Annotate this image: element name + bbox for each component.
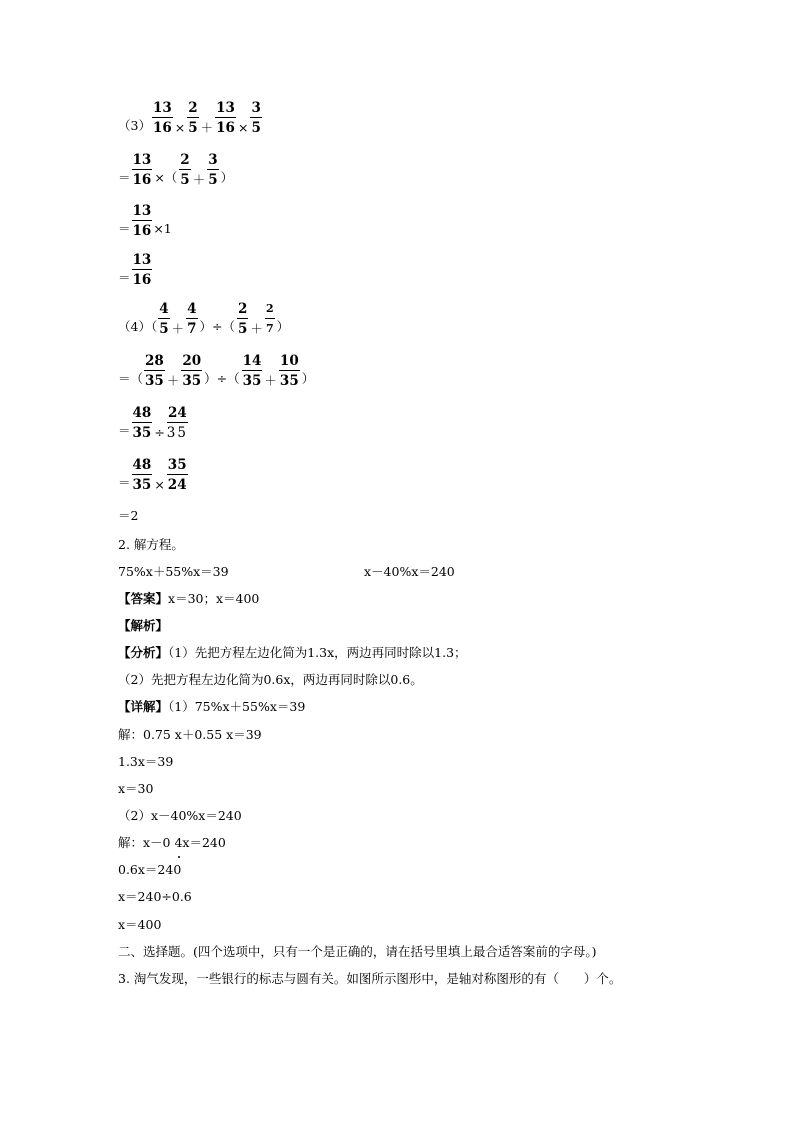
plus-sign: ＋ <box>171 321 185 336</box>
equals-sign: ＝ <box>118 170 131 185</box>
question-3: 3. 淘气发现，一些银行的标志与圆有关。如图所示图形中，是轴对称图形的有（ ）个。 <box>118 971 622 986</box>
detail-row <box>118 699 305 715</box>
close-paren: ） <box>301 371 315 386</box>
fraction: $\frac{28}{35}$ <box>145 353 164 389</box>
solve-step-4: 解：x－0 4x＝240 <box>118 835 226 850</box>
divide-paren: ）÷（ <box>204 371 240 386</box>
calc4-label: （4）（ <box>118 319 158 334</box>
equals-sign: ＝ <box>118 221 131 236</box>
divide-paren: ）÷（ <box>199 319 236 334</box>
plus-sign: ＋ <box>264 373 277 388</box>
detail-line1: （1）75%x＋55%x＝39 <box>168 699 306 714</box>
calc3-line4 <box>118 252 153 288</box>
plus-sign: ＋ <box>166 373 180 388</box>
decimal-dot <box>178 856 180 858</box>
close-paren: ） <box>276 319 290 334</box>
calc4-result: ＝2 <box>118 508 139 523</box>
analysis-tag: 【解析】 <box>118 618 169 633</box>
calc3-line3 <box>118 203 172 239</box>
fenxi-tag: 【分析】 <box>118 645 169 660</box>
fraction: $\frac{35}{24}$ <box>167 457 187 493</box>
fenxi-line2: （2）先把方程左边化简为0.6x，两边再同时除以0.6。 <box>118 672 423 687</box>
equals-sign: ＝ <box>118 475 131 490</box>
equals-paren: ＝（ <box>118 371 144 386</box>
fraction: $\frac{2}{5}$ <box>180 152 190 188</box>
times-sign: × <box>174 120 186 135</box>
fraction: $\frac{3}{5}$ <box>251 100 261 136</box>
divide-sign: ÷ <box>154 425 165 440</box>
calc4-line4 <box>118 457 189 493</box>
solve-step-2: 1.3x＝39 <box>118 754 174 769</box>
equals-sign: ＝ <box>118 423 131 438</box>
solve-step-3: x＝30 <box>118 781 154 796</box>
times-paren: ×（ <box>154 170 178 185</box>
fraction: $\frac{3}{5}$ <box>208 152 218 188</box>
times-sign: × <box>237 120 249 135</box>
plus-sign: ＋ <box>192 172 206 187</box>
fraction: $\frac{24}{35}$ <box>166 405 188 441</box>
calc3-line1 <box>118 100 263 136</box>
solve-step-7: x＝400 <box>118 917 162 932</box>
calc4-line2 <box>118 353 315 389</box>
detail-line2: （2）x－40%x＝240 <box>118 808 242 823</box>
detail-tag: 【详解】 <box>118 699 169 714</box>
calc3-label: （3） <box>118 118 151 133</box>
fraction: $\frac{10}{35}$ <box>279 353 299 389</box>
solve-step-1: 解：0.75 x＋0.55 x＝39 <box>118 727 262 742</box>
fraction: $\frac{4}{5}$ <box>159 301 169 337</box>
fraction: $\frac{2}{5}$ <box>238 301 248 337</box>
q2-eq2: x－40%x＝240 <box>364 564 455 579</box>
times-sign: × <box>154 477 165 492</box>
fraction: $\frac{48}{35}$ <box>132 457 152 493</box>
fraction: $\frac{20}{35}$ <box>182 353 202 389</box>
calc4-line3 <box>118 405 189 441</box>
close-paren: ） <box>220 170 234 185</box>
fraction: $\frac{2}{7}$ <box>265 302 274 335</box>
fraction: $\frac{14}{35}$ <box>242 353 262 389</box>
times-one: ×1 <box>153 221 172 236</box>
fraction: $\frac{13}{16}$ <box>132 252 152 288</box>
q2-answer-row <box>118 591 259 607</box>
plus-sign: ＋ <box>250 321 263 336</box>
solve-step-5: 0.6x＝240 <box>118 862 182 877</box>
fraction: $\frac{4}{7}$ <box>187 301 197 337</box>
answer-text: x＝30；x＝400 <box>168 591 260 606</box>
fenxi-row <box>118 645 467 661</box>
q2-title: 2. 解方程。 <box>118 537 184 552</box>
section2-title: 二、选择题。(四个选项中，只有一个是正确的，请在括号里填上最合适答案前的字母。) <box>118 944 597 959</box>
fenxi-line1: （1）先把方程左边化简为1.3x，两边再同时除以1.3； <box>168 645 467 660</box>
answer-tag: 【答案】 <box>118 591 169 606</box>
calc4-line1 <box>118 301 290 337</box>
equals-sign: ＝ <box>118 270 131 285</box>
q2-eq1: 75%x＋55%x＝39 <box>118 564 229 579</box>
fraction: $\frac{2}{5}$ <box>188 100 198 136</box>
fraction: $\frac{13}{16}$ <box>132 152 152 188</box>
calc3-line2 <box>118 152 234 188</box>
plus-sign: ＋ <box>200 120 214 135</box>
fraction: $\frac{13}{16}$ <box>152 100 172 136</box>
solve-step-6: x＝240÷0.6 <box>118 889 192 904</box>
fraction: $\frac{13}{16}$ <box>216 100 235 136</box>
fraction: $\frac{13}{16}$ <box>132 203 152 239</box>
fraction: $\frac{48}{35}$ <box>132 405 152 441</box>
